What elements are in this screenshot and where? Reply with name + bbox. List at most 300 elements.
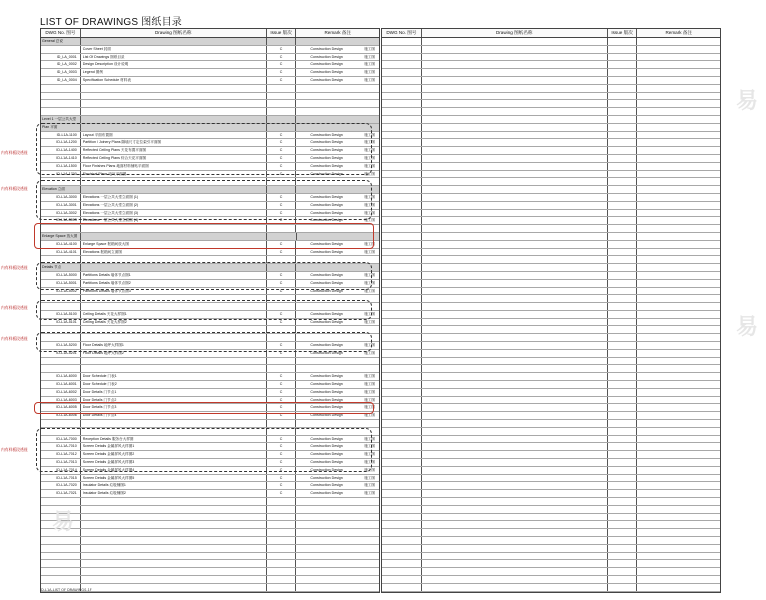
- empty-cell: [296, 576, 379, 583]
- remark-cn: 施工图: [364, 350, 375, 355]
- empty-cell: [41, 358, 81, 365]
- empty-cell: [637, 303, 720, 310]
- drawing-name: Screen Details 金属屏风大样图2: [81, 451, 267, 458]
- dwg-number: ID-L1A-5100: [41, 311, 81, 318]
- empty-cell: [267, 560, 297, 567]
- empty-cell: [608, 132, 638, 139]
- blank-row: [41, 100, 379, 108]
- empty-cell: [382, 100, 422, 107]
- empty-cell: [422, 116, 608, 123]
- empty-cell: [267, 514, 297, 521]
- empty-cell: [382, 373, 422, 380]
- empty-cell: [608, 521, 638, 528]
- drawing-name: Elevations 报箱间立面图: [81, 249, 267, 256]
- remark-en: Construction Design: [310, 467, 343, 472]
- empty-cell: [422, 311, 608, 318]
- remark-cn: 施工图: [364, 397, 375, 402]
- issue-code: C: [267, 210, 297, 217]
- remark-en: Construction Design: [310, 319, 343, 324]
- blank-row: [382, 529, 720, 537]
- empty-cell: [267, 420, 297, 427]
- blank-row: [382, 506, 720, 514]
- empty-cell: [382, 194, 422, 201]
- issue-code: C: [267, 490, 297, 497]
- empty-cell: [422, 389, 608, 396]
- empty-cell: [422, 202, 608, 209]
- empty-cell: [296, 553, 379, 560]
- empty-cell: [637, 529, 720, 536]
- section-title-text: General 总说: [42, 39, 63, 43]
- remark-en: Construction Design: [310, 350, 343, 355]
- empty-cell: [267, 100, 297, 107]
- empty-cell: [422, 249, 608, 256]
- empty-cell: [382, 482, 422, 489]
- remark-en: Construction Design: [310, 374, 343, 379]
- empty-cell: [422, 155, 608, 162]
- empty-cell: [608, 249, 638, 256]
- empty-cell: [382, 163, 422, 170]
- blank-row: [382, 225, 720, 233]
- empty-cell: [422, 350, 608, 357]
- empty-cell: [382, 404, 422, 411]
- table-row: [41, 46, 379, 54]
- empty-cell: [637, 249, 720, 256]
- empty-cell: [382, 132, 422, 139]
- drawing-name: Door Details 门节点1: [81, 389, 267, 396]
- empty-cell: [267, 358, 297, 365]
- empty-cell: [422, 233, 608, 240]
- empty-cell: [608, 560, 638, 567]
- remark-en: Construction Design: [310, 241, 343, 246]
- empty-cell: [422, 334, 608, 341]
- empty-cell: [637, 108, 720, 115]
- empty-cell: [422, 210, 608, 217]
- empty-cell: [422, 412, 608, 419]
- watermark: 易: [736, 89, 759, 114]
- drawing-name: Door Details 门节点3: [81, 404, 267, 411]
- empty-cell: [637, 233, 720, 240]
- empty-cell: [382, 272, 422, 279]
- empty-cell: [81, 38, 267, 45]
- empty-cell: [422, 124, 608, 131]
- blank-row: [382, 233, 720, 241]
- empty-cell: [382, 108, 422, 115]
- remark-cn: 施工图: [364, 475, 375, 480]
- empty-cell: [81, 545, 267, 552]
- empty-cell: [382, 38, 422, 45]
- section-title: [41, 116, 81, 123]
- remark-cn: 施工图: [364, 148, 375, 153]
- empty-cell: [422, 381, 608, 388]
- table-row: [41, 381, 379, 389]
- blank-row: [382, 132, 720, 140]
- empty-cell: [637, 475, 720, 482]
- empty-cell: [608, 186, 638, 193]
- issue-code: C: [267, 163, 297, 170]
- empty-cell: [637, 514, 720, 521]
- empty-cell: [382, 303, 422, 310]
- empty-cell: [422, 100, 608, 107]
- dwg-number: ID-L1A-5101: [41, 319, 81, 326]
- empty-cell: [422, 77, 608, 84]
- empty-cell: [608, 54, 638, 61]
- empty-cell: [422, 459, 608, 466]
- blank-row: [382, 412, 720, 420]
- blank-row: [382, 553, 720, 561]
- empty-cell: [81, 576, 267, 583]
- empty-cell: [296, 420, 379, 427]
- empty-cell: [608, 288, 638, 295]
- issue-code: C: [267, 280, 297, 287]
- empty-cell: [608, 93, 638, 100]
- empty-cell: [608, 537, 638, 544]
- empty-cell: [41, 568, 81, 575]
- empty-cell: [382, 93, 422, 100]
- empty-cell: [41, 85, 81, 92]
- empty-cell: [382, 560, 422, 567]
- empty-cell: [608, 38, 638, 45]
- empty-cell: [608, 61, 638, 68]
- table-row: [41, 389, 379, 397]
- empty-cell: [296, 560, 379, 567]
- empty-cell: [608, 85, 638, 92]
- empty-cell: [41, 365, 81, 372]
- empty-cell: [422, 576, 608, 583]
- empty-cell: [608, 155, 638, 162]
- blank-row: [382, 404, 720, 412]
- empty-cell: [637, 202, 720, 209]
- blank-row: [41, 568, 379, 576]
- empty-cell: [608, 171, 638, 178]
- empty-cell: [267, 93, 297, 100]
- empty-cell: [422, 506, 608, 513]
- empty-cell: [382, 381, 422, 388]
- blank-row: [41, 514, 379, 522]
- empty-cell: [637, 459, 720, 466]
- empty-cell: [637, 373, 720, 380]
- empty-cell: [637, 467, 720, 474]
- issue-code: C: [267, 69, 297, 76]
- empty-cell: [267, 116, 297, 123]
- table-row: [41, 54, 379, 62]
- empty-cell: [422, 241, 608, 248]
- remark-en: Construction Design: [310, 163, 343, 168]
- empty-cell: [422, 537, 608, 544]
- remark-cn: 施工图: [364, 452, 375, 457]
- empty-cell: [637, 397, 720, 404]
- empty-cell: [637, 38, 720, 45]
- empty-cell: [637, 412, 720, 419]
- drawing-name: Insulator Details 垃圾桶图1: [81, 482, 267, 489]
- dwg-number: ID_LA_0002: [41, 61, 81, 68]
- blank-row: [382, 100, 720, 108]
- empty-cell: [637, 93, 720, 100]
- empty-cell: [608, 459, 638, 466]
- dwg-number: ID-L1A-5200: [41, 342, 81, 349]
- watermark: 易: [736, 315, 759, 340]
- blank-row: [382, 85, 720, 93]
- empty-cell: [382, 529, 422, 536]
- empty-cell: [608, 77, 638, 84]
- empty-cell: [422, 225, 608, 232]
- table-row: [41, 373, 379, 381]
- empty-cell: [422, 358, 608, 365]
- empty-cell: [608, 272, 638, 279]
- remark-en: Construction Design: [310, 460, 343, 465]
- drawing-name: Floor Details 地坪大样图2: [81, 350, 267, 357]
- remark-cn: 施工图: [364, 210, 375, 215]
- empty-cell: [382, 280, 422, 287]
- empty-cell: [382, 264, 422, 271]
- remark-en: Construction Design: [310, 155, 343, 160]
- empty-cell: [382, 365, 422, 372]
- empty-cell: [422, 521, 608, 528]
- empty-cell: [637, 225, 720, 232]
- empty-cell: [637, 61, 720, 68]
- empty-cell: [422, 194, 608, 201]
- remark-cn: 施工图: [364, 171, 375, 176]
- remark-cn: 施工图: [364, 249, 375, 254]
- blank-row: [41, 420, 379, 428]
- remark: [296, 69, 379, 76]
- dwg-number: ID-L1A-7000: [41, 436, 81, 443]
- blank-row: [382, 194, 720, 202]
- empty-cell: [422, 280, 608, 287]
- empty-cell: [422, 342, 608, 349]
- group-bracket-screen-details: [36, 428, 372, 472]
- remark-cn: 施工图: [364, 54, 375, 59]
- blank-row: [382, 139, 720, 147]
- empty-cell: [267, 108, 297, 115]
- empty-cell: [422, 451, 608, 458]
- drawing-name: Ceiling Details 天花大样图2: [81, 319, 267, 326]
- empty-cell: [422, 178, 608, 185]
- empty-cell: [608, 490, 638, 497]
- blank-row: [382, 256, 720, 264]
- blank-row: [382, 61, 720, 69]
- empty-cell: [608, 397, 638, 404]
- empty-cell: [422, 529, 608, 536]
- empty-cell: [382, 46, 422, 53]
- empty-cell: [382, 147, 422, 154]
- remark-en: Construction Design: [310, 62, 343, 67]
- empty-cell: [382, 334, 422, 341]
- empty-cell: [422, 319, 608, 326]
- empty-cell: [296, 537, 379, 544]
- empty-cell: [267, 545, 297, 552]
- empty-cell: [267, 576, 297, 583]
- empty-cell: [608, 358, 638, 365]
- remark-en: Construction Design: [310, 249, 343, 254]
- empty-cell: [637, 420, 720, 427]
- remark-en: Construction Design: [310, 218, 343, 223]
- empty-cell: [608, 202, 638, 209]
- empty-cell: [422, 428, 608, 435]
- remark-cn: 施工图: [364, 389, 375, 394]
- blank-row: [382, 54, 720, 62]
- remark-cn: 施工图: [364, 132, 375, 137]
- empty-cell: [637, 171, 720, 178]
- blank-row: [382, 295, 720, 303]
- blank-row: [41, 93, 379, 101]
- issue-code: C: [267, 272, 297, 279]
- drawing-name: Cover Sheet 封面: [81, 46, 267, 53]
- drawing-name: Partitions Details 墙体节点图3: [81, 288, 267, 295]
- highlight-enlarge-space: [34, 223, 374, 249]
- empty-cell: [81, 420, 267, 427]
- drawing-name: Door Details 门节点2: [81, 397, 267, 404]
- table-row: [41, 490, 379, 498]
- empty-cell: [637, 77, 720, 84]
- empty-cell: [608, 467, 638, 474]
- blank-row: [41, 560, 379, 568]
- drawing-name: Specification Schedule 材料表: [81, 77, 267, 84]
- remark: [296, 373, 379, 380]
- drawing-name: List Of Drawings 图纸目录: [81, 54, 267, 61]
- remark-cn: 施工图: [364, 483, 375, 488]
- drawing-name: Door Details 门节点4: [81, 412, 267, 419]
- blank-row: [382, 178, 720, 186]
- blank-row: [382, 319, 720, 327]
- empty-cell: [608, 529, 638, 536]
- dwg-number: ID_LA_0004: [41, 77, 81, 84]
- empty-cell: [41, 420, 81, 427]
- empty-cell: [422, 288, 608, 295]
- empty-cell: [422, 373, 608, 380]
- empty-cell: [608, 506, 638, 513]
- remark: [296, 381, 379, 388]
- empty-cell: [382, 225, 422, 232]
- remark-cn: 施工图: [364, 155, 375, 160]
- empty-cell: [422, 482, 608, 489]
- drawing-name: Door Schedule 门表1: [81, 373, 267, 380]
- empty-cell: [637, 506, 720, 513]
- dwg-number: ID-L1A-6000: [41, 373, 81, 380]
- table-body-right: [382, 38, 720, 592]
- empty-cell: [637, 264, 720, 271]
- blank-row: [382, 186, 720, 194]
- remark: [296, 77, 379, 84]
- empty-cell: [81, 537, 267, 544]
- empty-cell: [382, 295, 422, 302]
- empty-cell: [637, 280, 720, 287]
- issue-code: C: [267, 139, 297, 146]
- empty-cell: [637, 350, 720, 357]
- dwg-number: ID-L1A-1500: [41, 163, 81, 170]
- dwg-number: ID-L1A-5201: [41, 350, 81, 357]
- remark-cn: 施工图: [364, 280, 375, 285]
- empty-cell: [422, 545, 608, 552]
- empty-cell: [637, 584, 720, 591]
- blank-row: [382, 537, 720, 545]
- empty-cell: [382, 568, 422, 575]
- blank-row: [382, 521, 720, 529]
- empty-cell: [382, 124, 422, 131]
- empty-cell: [382, 249, 422, 256]
- empty-cell: [296, 38, 379, 45]
- empty-cell: [382, 443, 422, 450]
- page-title: LIST OF DRAWINGS 图纸目录: [40, 17, 182, 28]
- blank-row: [382, 498, 720, 506]
- empty-cell: [608, 311, 638, 318]
- empty-cell: [422, 132, 608, 139]
- empty-cell: [41, 537, 81, 544]
- empty-cell: [608, 210, 638, 217]
- empty-cell: [637, 498, 720, 505]
- empty-cell: [637, 482, 720, 489]
- blank-row: [41, 576, 379, 584]
- empty-cell: [382, 490, 422, 497]
- issue-code: C: [267, 217, 297, 224]
- remark-cn: 施工图: [364, 413, 375, 418]
- empty-cell: [608, 475, 638, 482]
- drawing-name: Elevations 一层公共大堂立面图 (1): [81, 194, 267, 201]
- empty-cell: [637, 342, 720, 349]
- empty-cell: [81, 85, 267, 92]
- empty-cell: [382, 537, 422, 544]
- issue-code: C: [267, 459, 297, 466]
- dwg-number: ID-L1A-7020: [41, 482, 81, 489]
- empty-cell: [382, 584, 422, 591]
- empty-cell: [382, 69, 422, 76]
- empty-cell: [382, 77, 422, 84]
- table-header: [382, 29, 720, 38]
- issue-code: C: [267, 241, 297, 248]
- empty-cell: [422, 443, 608, 450]
- dwg-number: [41, 46, 81, 53]
- blank-row: [382, 451, 720, 459]
- empty-cell: [382, 85, 422, 92]
- empty-cell: [422, 108, 608, 115]
- empty-cell: [382, 241, 422, 248]
- empty-cell: [422, 498, 608, 505]
- blank-row: [382, 428, 720, 436]
- header-issue: Issue 版次: [267, 29, 297, 37]
- issue-code: C: [267, 412, 297, 419]
- remark-cn: 施工图: [364, 202, 375, 207]
- blank-row: [382, 155, 720, 163]
- empty-cell: [422, 264, 608, 271]
- drawing-name: Floor Details 地坪大样图1: [81, 342, 267, 349]
- empty-cell: [81, 365, 267, 372]
- empty-cell: [637, 537, 720, 544]
- empty-cell: [637, 217, 720, 224]
- blank-row: [382, 116, 720, 124]
- empty-cell: [608, 428, 638, 435]
- blank-row: [382, 334, 720, 342]
- empty-cell: [382, 436, 422, 443]
- drawing-name: Partitions Details 墙体节点图2: [81, 280, 267, 287]
- header-remark: Remark 备注: [324, 30, 351, 35]
- blank-row: [382, 311, 720, 319]
- empty-cell: [608, 241, 638, 248]
- empty-cell: [296, 529, 379, 536]
- empty-cell: [422, 139, 608, 146]
- empty-cell: [608, 124, 638, 131]
- dwg-number: ID-L1A-1100: [41, 132, 81, 139]
- empty-cell: [382, 288, 422, 295]
- empty-cell: [422, 365, 608, 372]
- issue-code: C: [267, 77, 297, 84]
- empty-cell: [608, 350, 638, 357]
- empty-cell: [608, 147, 638, 154]
- highlight-door-details: [34, 402, 374, 414]
- remark-cn: 施工图: [364, 311, 375, 316]
- blank-row: [382, 436, 720, 444]
- issue-code: C: [267, 342, 297, 349]
- empty-cell: [608, 334, 638, 341]
- blank-row: [382, 38, 720, 46]
